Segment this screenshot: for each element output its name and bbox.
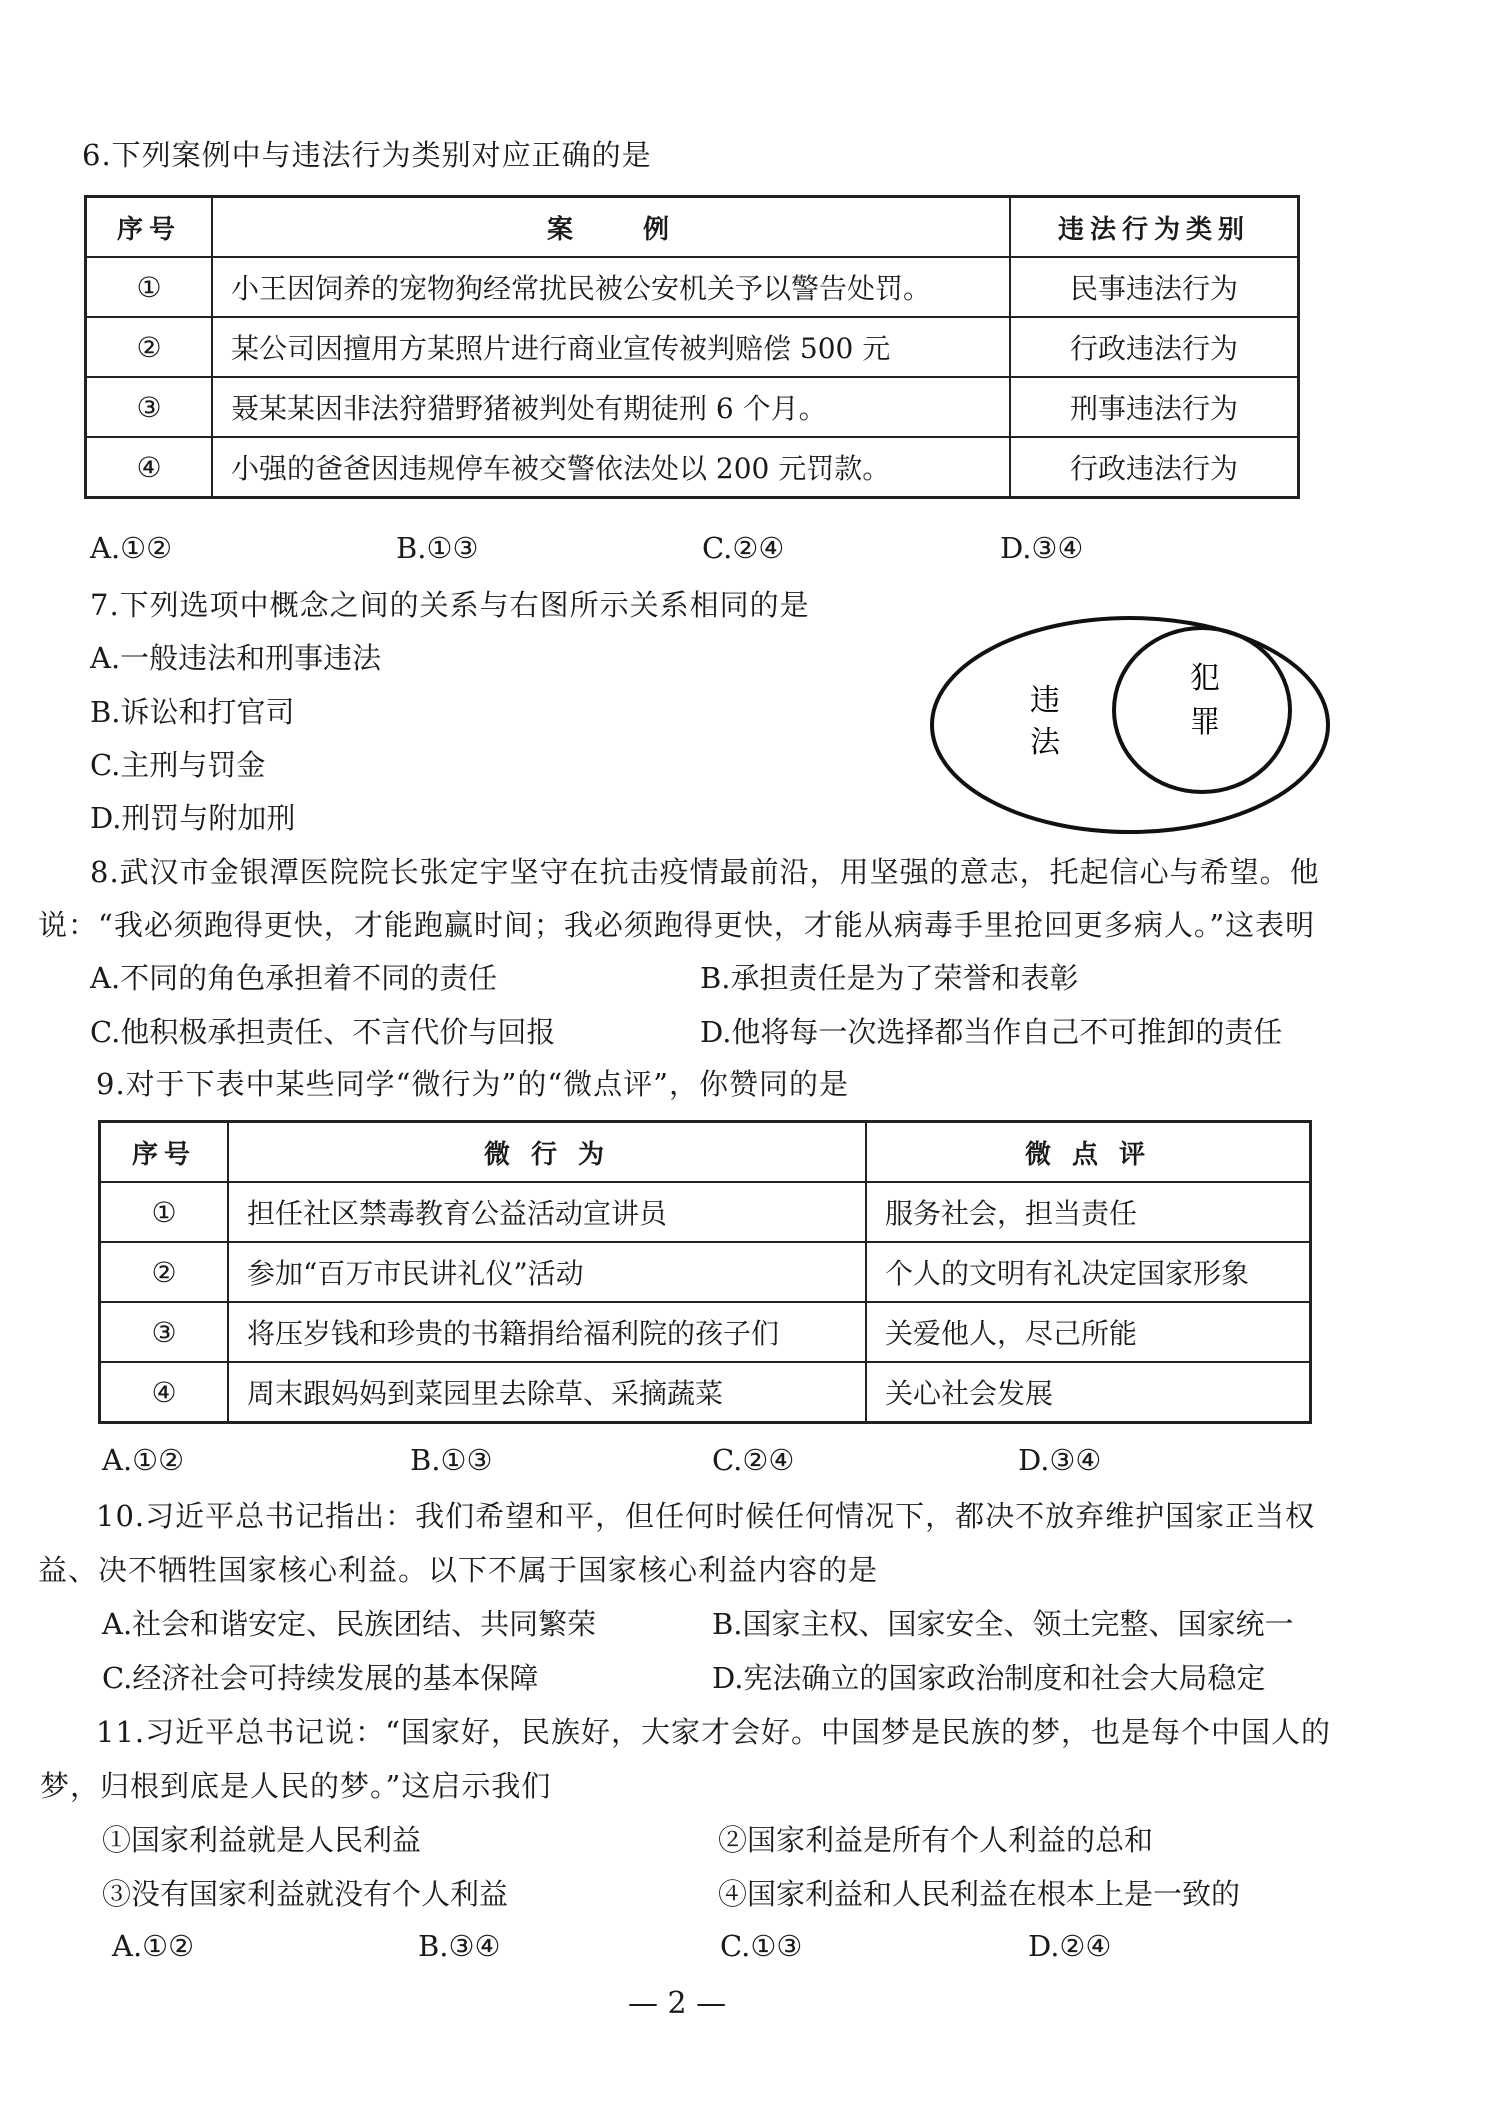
- row-case: 小王因饲养的宠物狗经常扰民被公安机关予以警告处罚。: [212, 257, 1010, 317]
- table-row: [86, 257, 1299, 317]
- row-act: 担任社区禁毒教育公益活动宣讲员: [228, 1182, 866, 1242]
- table-row: [86, 377, 1299, 437]
- outer-ellipse: [932, 618, 1328, 832]
- row-case: 某公司因擅用方某照片进行商业宣传被判赔偿 500 元: [212, 317, 1010, 377]
- row-no: ④: [86, 437, 213, 498]
- outer-label-1: 违: [1030, 683, 1060, 718]
- row-no: ③: [86, 377, 213, 437]
- q9-option-a[interactable]: A.①②: [102, 1443, 185, 1477]
- table-header-row: [86, 197, 1299, 258]
- header-no: 序号: [86, 197, 213, 258]
- q11-option-c[interactable]: C.①③: [720, 1929, 803, 1963]
- q8-option-d[interactable]: D.他将每一次选择都当作自己不可推卸的责任: [700, 1015, 1283, 1049]
- row-act: 将压岁钱和珍贵的书籍捐给福利院的孩子们: [228, 1302, 866, 1362]
- q8-option-c[interactable]: C.他积极承担责任、不言代价与回报: [90, 1015, 556, 1049]
- table-row: [100, 1242, 1311, 1302]
- q11-statement-3: ③没有国家利益就没有个人利益: [102, 1877, 509, 1911]
- row-no: ②: [86, 317, 213, 377]
- q8-option-b[interactable]: B.承担责任是为了荣誉和表彰: [700, 961, 1079, 995]
- q8-option-a[interactable]: A.不同的角色承担着不同的责任: [90, 961, 498, 995]
- q10-option-b[interactable]: B.国家主权、国家安全、领土完整、国家统一: [712, 1607, 1294, 1641]
- header-act: 微 行 为: [228, 1122, 866, 1183]
- q10-option-a[interactable]: A.社会和谐安定、民族团结、共同繁荣: [102, 1607, 597, 1641]
- q7-option-a[interactable]: A.一般违法和刑事违法: [90, 641, 382, 675]
- row-comment: 关心社会发展: [866, 1362, 1311, 1423]
- q11-statement-4: ④国家利益和人民利益在根本上是一致的: [718, 1877, 1241, 1911]
- q7-stem: 7.下列选项中概念之间的关系与右图所示关系相同的是: [90, 588, 810, 622]
- q10-option-c[interactable]: C.经济社会可持续发展的基本保障: [102, 1661, 539, 1695]
- outer-label-2: 法: [1030, 725, 1060, 760]
- table-header-row: [100, 1122, 1311, 1183]
- row-comment: 个人的文明有礼决定国家形象: [866, 1242, 1311, 1302]
- q8-stem-line1: 8.武汉市金银潭医院院长张定宇坚守在抗击疫情最前沿，用坚强的意志，托起信心与希望。他: [90, 855, 1320, 889]
- row-type: 民事违法行为: [1010, 257, 1299, 317]
- table-row: [86, 437, 1299, 498]
- row-no: ②: [100, 1242, 229, 1302]
- header-type: 违法行为类别: [1010, 197, 1299, 258]
- q6-option-a[interactable]: A.①②: [90, 531, 173, 565]
- q6-option-c[interactable]: C.②④: [702, 531, 785, 565]
- row-no: ④: [100, 1362, 229, 1423]
- inner-label-1: 犯: [1190, 661, 1220, 696]
- row-no: ③: [100, 1302, 229, 1362]
- q7-option-d[interactable]: D.刑罚与附加刑: [90, 801, 296, 835]
- row-type: 行政违法行为: [1010, 317, 1299, 377]
- row-type: 刑事违法行为: [1010, 377, 1299, 437]
- row-comment: 关爱他人，尽己所能: [866, 1302, 1311, 1362]
- q11-statement-1: ①国家利益就是人民利益: [102, 1823, 422, 1857]
- q11-option-d[interactable]: D.②④: [1028, 1929, 1112, 1963]
- table-row: [100, 1182, 1311, 1242]
- row-act: 参加“百万市民讲礼仪”活动: [228, 1242, 866, 1302]
- venn-diagram: [920, 610, 1340, 840]
- q6-option-d[interactable]: D.③④: [1000, 531, 1084, 565]
- table-row: [86, 317, 1299, 377]
- q9-option-b[interactable]: B.①③: [410, 1443, 493, 1477]
- q10-stem-line2: 益、决不牺牲国家核心利益。以下不属于国家核心利益内容的是: [38, 1553, 879, 1587]
- row-no: ①: [100, 1182, 229, 1242]
- q11-stem-line1: 11.习近平总书记说：“国家好，民族好，大家才会好。中国梦是民族的梦，也是每个中国人的: [96, 1715, 1331, 1749]
- header-comment: 微 点 评: [866, 1122, 1311, 1183]
- q7-option-b[interactable]: B.诉讼和打官司: [90, 695, 295, 729]
- q11-option-a[interactable]: A.①②: [112, 1929, 195, 1963]
- q10-stem-line1: 10.习近平总书记指出：我们希望和平，但任何时候任何情况下，都决不放弃维护国家正当权: [96, 1499, 1316, 1533]
- row-case: 小强的爸爸因违规停车被交警依法处以 200 元罚款。: [212, 437, 1010, 498]
- page-number: — 2 —: [628, 1986, 727, 2021]
- table-row: [100, 1362, 1311, 1423]
- q9-table: [98, 1120, 1312, 1424]
- inner-label-2: 罪: [1190, 705, 1220, 740]
- row-case: 聂某某因非法狩猎野猪被判处有期徒刑 6 个月。: [212, 377, 1010, 437]
- q9-option-d[interactable]: D.③④: [1018, 1443, 1102, 1477]
- q10-option-d[interactable]: D.宪法确立的国家政治制度和社会大局稳定: [712, 1661, 1266, 1695]
- q6-stem: 6.下列案例中与违法行为类别对应正确的是: [82, 138, 652, 172]
- row-comment: 服务社会，担当责任: [866, 1182, 1311, 1242]
- q9-option-c[interactable]: C.②④: [712, 1443, 795, 1477]
- q6-option-b[interactable]: B.①③: [396, 531, 479, 565]
- q11-option-b[interactable]: B.③④: [418, 1929, 501, 1963]
- row-act: 周末跟妈妈到菜园里去除草、采摘蔬菜: [228, 1362, 866, 1423]
- q11-stem-line2: 梦，归根到底是人民的梦。”这启示我们: [40, 1769, 552, 1803]
- q8-stem-line2: 说：“我必须跑得更快，才能跑赢时间；我必须跑得更快，才能从病毒手里抢回更多病人。”这表明: [38, 908, 1316, 942]
- q6-table: [84, 195, 1300, 499]
- q7-option-c[interactable]: C.主刑与罚金: [90, 748, 266, 782]
- row-type: 行政违法行为: [1010, 437, 1299, 498]
- q11-statement-2: ②国家利益是所有个人利益的总和: [718, 1823, 1154, 1857]
- row-no: ①: [86, 257, 213, 317]
- header-case: 案 例: [212, 197, 1010, 258]
- table-row: [100, 1302, 1311, 1362]
- header-no: 序号: [100, 1122, 229, 1183]
- q9-stem: 9.对于下表中某些同学“微行为”的“微点评”，你赞同的是: [96, 1067, 849, 1101]
